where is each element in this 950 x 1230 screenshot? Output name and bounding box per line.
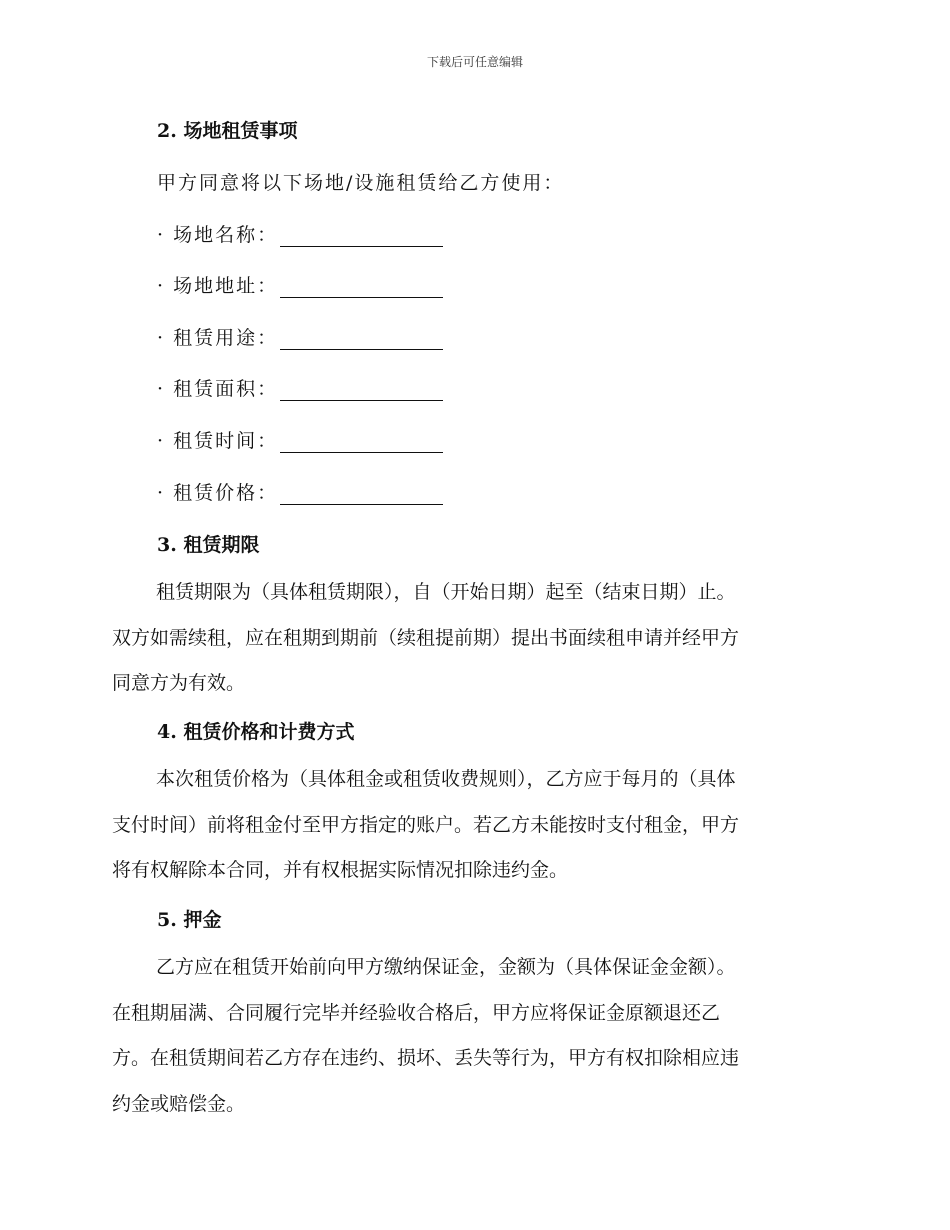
section-heading-3: 3. 租赁期限 — [157, 534, 260, 556]
page-header: 下载后可任意编辑 — [426, 55, 523, 69]
field-label: · 租赁价格： — [157, 482, 279, 504]
blank-line — [280, 430, 443, 453]
field-venue-address — [157, 271, 443, 298]
section-intro: 甲方同意将以下场地/设施租赁给乙方使用： — [157, 172, 565, 194]
section-paragraph-4 — [112, 757, 832, 894]
section-paragraph-5 — [112, 945, 832, 1127]
section-heading-2: 2. 场地租赁事项 — [157, 120, 298, 142]
field-lease-area — [157, 374, 443, 401]
paragraph-line: 双方如需续租，应在租期到期前（续租提前期）提出书面续租申请并经甲方 — [112, 626, 740, 649]
paragraph-line: 乙方应在租赁开始前向甲方缴纳保证金，金额为（具体保证金金额）。 — [156, 956, 736, 978]
paragraph-line: 同意方为有效。 — [112, 672, 246, 694]
paragraph-line: 租赁期限为（具体租赁期限），自（开始日期）起至（结束日期）止。 — [156, 581, 736, 603]
field-label: · 租赁时间： — [157, 430, 279, 452]
section-heading-5: 5. 押金 — [157, 909, 222, 931]
field-lease-price — [157, 478, 443, 505]
paragraph-line: 在租期届满、合同履行完毕并经验收合格后，甲方应将保证金原额退还乙 — [112, 1001, 721, 1024]
section-paragraph-3 — [112, 570, 832, 707]
paragraph-line: 将有权解除本合同，并有权根据实际情况扣除违约金。 — [112, 859, 569, 881]
paragraph-line: 约金或赔偿金。 — [112, 1092, 246, 1115]
field-label: · 租赁面积： — [157, 378, 279, 400]
field-label: · 租赁用途： — [157, 327, 279, 349]
blank-line — [280, 327, 443, 350]
field-venue-name — [157, 220, 443, 247]
blank-line — [280, 275, 443, 298]
field-lease-time — [157, 426, 443, 453]
paragraph-line: 支付时间）前将租金付至甲方指定的账户。若乙方未能按时支付租金，甲方 — [112, 813, 740, 836]
section-heading-4: 4. 租赁价格和计费方式 — [157, 721, 355, 743]
blank-line — [280, 482, 443, 505]
field-lease-purpose — [157, 323, 443, 350]
field-label: · 场地名称： — [157, 224, 279, 246]
paragraph-line: 本次租赁价格为（具体租金或租赁收费规则），乙方应于每月的（具体 — [156, 768, 736, 790]
blank-line — [280, 224, 443, 247]
field-label: · 场地地址： — [157, 275, 279, 297]
paragraph-line: 方。在租赁期间若乙方存在违约、损坏、丢失等行为，甲方有权扣除相应违 — [112, 1047, 740, 1069]
blank-line — [280, 378, 443, 401]
